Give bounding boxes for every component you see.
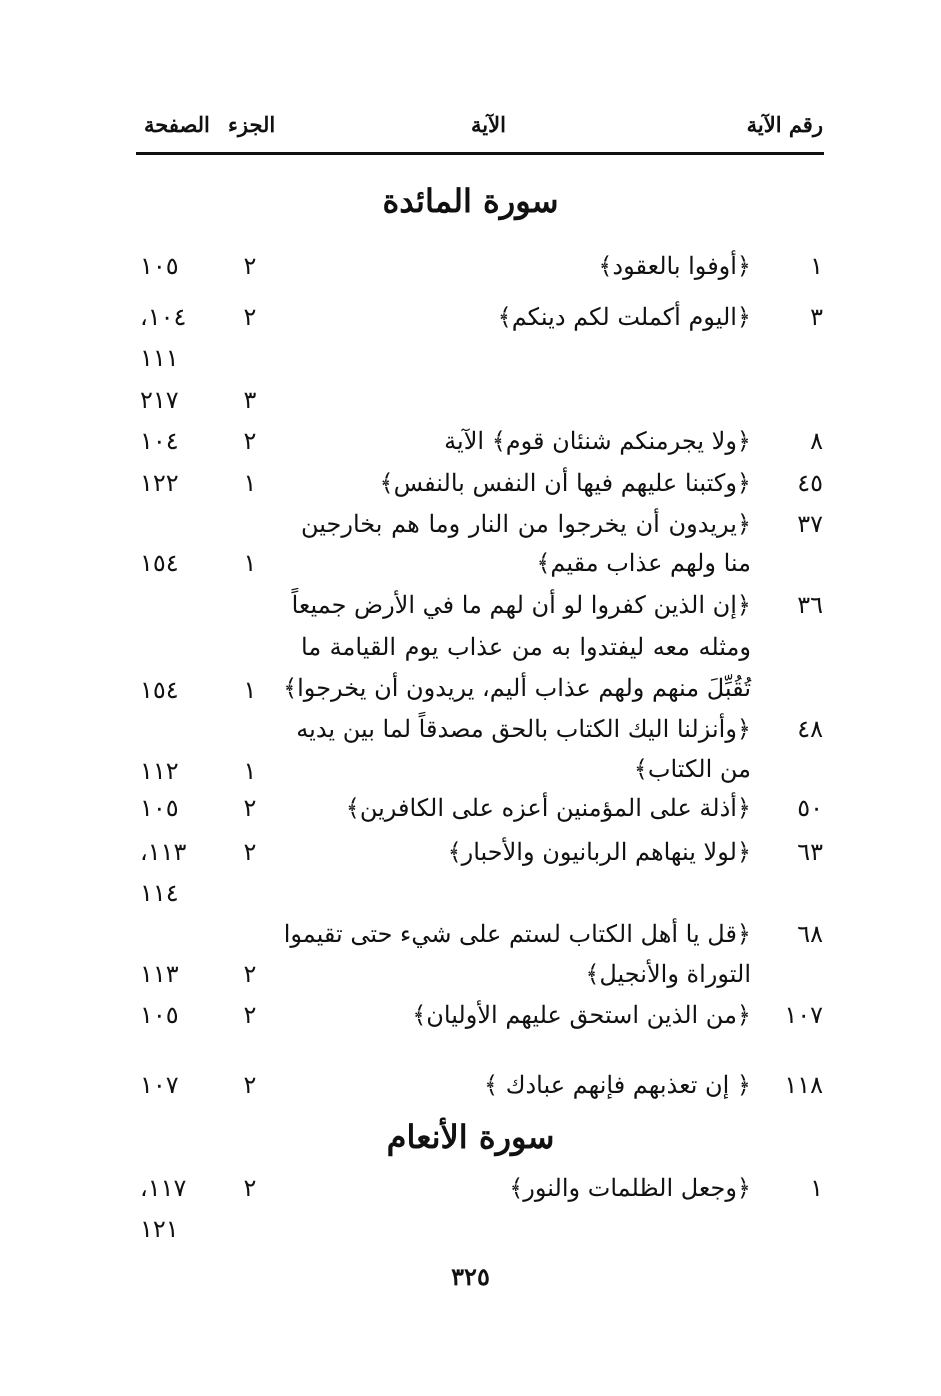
juz-number: ٢: [243, 427, 257, 455]
header-page: الصفحة: [144, 112, 210, 137]
ayah-text: ﴿أوفوا بالعقود﴾: [598, 252, 751, 280]
page-reference: ١٥٤: [140, 549, 179, 577]
ayah-text: ﴿أذلة على المؤمنين أعزه على الكافرين﴾: [345, 794, 751, 822]
ayah-number: ١٠٧: [784, 1001, 823, 1029]
ayah-text: ﴿قل يا أهل الكتاب لستم على شيء حتى تقيموا: [283, 920, 751, 948]
juz-number: ٢: [243, 1071, 257, 1099]
surah-title: سورة الأنعام: [386, 1118, 555, 1156]
page-reference: ١١٣،: [140, 838, 187, 866]
ayah-text: ﴿وجعل الظلمات والنور﴾: [509, 1174, 751, 1202]
ayah-text: ومثله معه ليفتدوا به من عذاب يوم القيامة ما: [301, 633, 751, 661]
ayah-number: ٦٣: [797, 838, 823, 866]
juz-number: ١: [243, 549, 257, 577]
ayah-number: ٣٦: [797, 591, 823, 619]
ayah-number: ٣: [810, 303, 823, 331]
ayah-number: ٦٨: [797, 920, 823, 948]
page-reference: ١٠٥: [140, 794, 179, 822]
header-ayah: الآية: [471, 112, 506, 137]
ayah-text: تُقُبِّلَ منهم ولهم عذاب أليم، يريدون أن يخرجوا﴾: [283, 674, 751, 702]
ayah-number: ١: [810, 1174, 823, 1202]
ayah-number: ١١٨: [784, 1071, 823, 1099]
ayah-text: ﴿يريدون أن يخرجوا من النار وما هم بخارجين: [301, 510, 751, 538]
ayah-number: ٨: [810, 427, 823, 455]
page-reference: ١٠٧: [140, 1071, 179, 1099]
page-reference: ١٠٥: [140, 1001, 179, 1029]
juz-number: ١: [243, 676, 257, 704]
juz-number: ٢: [243, 960, 257, 988]
ayah-number: ٥٠: [797, 794, 823, 822]
page-reference: ١٢١: [140, 1215, 179, 1243]
ayah-text: التوراة والأنجيل﴾: [585, 960, 751, 988]
ayah-text: ﴿لولا ينهاهم الربانيون والأحبار﴾: [447, 838, 751, 866]
page-number: ٣٢٥: [451, 1262, 490, 1291]
page-reference: ٢١٧: [140, 386, 179, 414]
page-reference: ١١٣: [140, 960, 179, 988]
ayah-text: ﴿وكتبنا عليهم فيها أن النفس بالنفس﴾: [379, 469, 751, 497]
ayah-text: ﴿إن الذين كفروا لو أن لهم ما في الأرض جميعاً: [291, 591, 751, 619]
page-reference: ١١٢: [140, 757, 179, 785]
juz-number: ٢: [243, 1001, 257, 1029]
juz-number: ٢: [243, 1174, 257, 1202]
ayah-text: ﴿اليوم أكملت لكم دينكم﴾: [497, 303, 751, 331]
ayah-text: ﴿من الذين استحق عليهم الأوليان﴾: [412, 1001, 751, 1029]
ayah-text: منا ولهم عذاب مقيم﴾: [536, 549, 751, 577]
ayah-number: ١: [810, 252, 823, 280]
ayah-text: ﴿وأنزلنا اليك الكتاب بالحق مصدقاً لما بين يديه: [296, 715, 751, 743]
page-reference: ١٥٤: [140, 676, 179, 704]
ayah-number: ٤٥: [797, 469, 823, 497]
juz-number: ٢: [243, 252, 257, 280]
page-reference: ١٠٥: [140, 252, 179, 280]
header-juz: الجزء: [228, 112, 276, 137]
page-reference: ١١١: [140, 344, 179, 372]
page-reference: ١٠٤،: [140, 303, 187, 331]
juz-number: ٢: [243, 303, 257, 331]
ayah-number: ٣٧: [797, 510, 823, 538]
page-reference: ١١٧،: [140, 1174, 187, 1202]
juz-number: ٢: [243, 838, 257, 866]
page-reference: ١١٤: [140, 879, 179, 907]
juz-number: ٣: [243, 386, 257, 414]
ayah-text: ﴿ إن تعذبهم فإنهم عبادك ﴾: [484, 1071, 751, 1099]
page-reference: ١٢٢: [140, 469, 179, 497]
header-divider: [136, 152, 824, 155]
surah-title: سورة المائدة: [382, 182, 559, 220]
juz-number: ٢: [243, 794, 257, 822]
page-reference: ١٠٤: [140, 427, 179, 455]
ayah-text: من الكتاب﴾: [633, 755, 751, 783]
header-ayah-number: رقم الآية: [746, 112, 823, 137]
juz-number: ١: [243, 469, 257, 497]
ayah-number: ٤٨: [797, 715, 823, 743]
ayah-text: ﴿ولا يجرمنكم شنئان قوم﴾ الآية: [444, 427, 751, 455]
juz-number: ١: [243, 757, 257, 785]
